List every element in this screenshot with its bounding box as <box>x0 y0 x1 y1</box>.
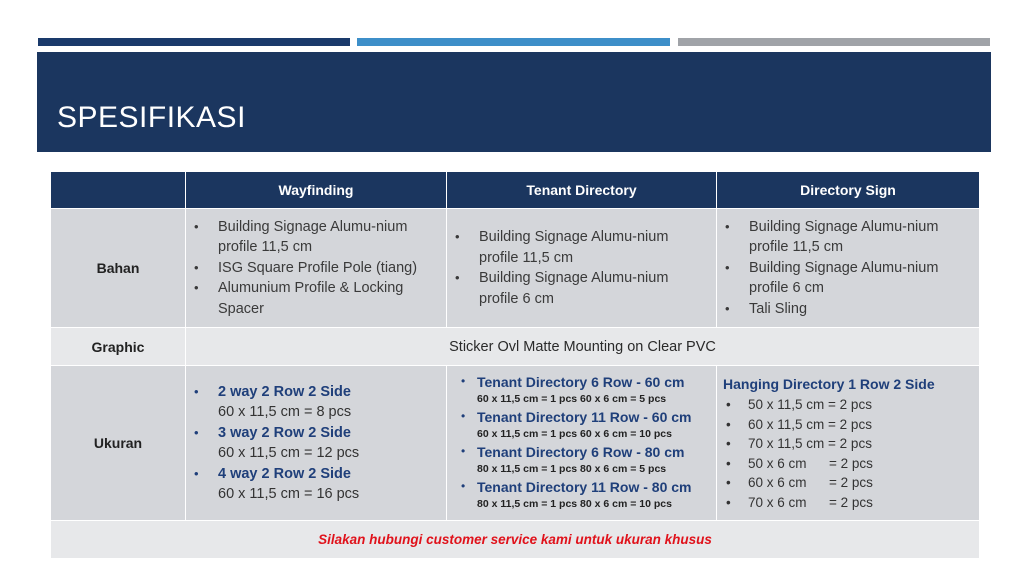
list-item: • Building Signage Alumu-nium profile 11,5 cm <box>749 217 973 258</box>
row-ukuran <box>51 366 980 521</box>
list-item: • 60 x 6 cm = 2 pcs <box>748 473 973 493</box>
size-detail: 60 x 11,5 cm = 12 pcs <box>218 445 360 461</box>
bahan-wayfinding-list <box>186 217 446 320</box>
header-tenant-directory: Tenant Directory <box>447 172 717 209</box>
size-detail: 60 x 11,5 cm = 16 pcs <box>218 486 360 502</box>
accent-stripe-gray <box>678 38 990 46</box>
list-item: • Building Signage Alumu-nium profile 6 cm <box>479 268 710 309</box>
list-item: • 50 x 11,5 cm = 2 pcs <box>748 395 973 415</box>
hanging-directory-title: Hanging Directory 1 Row 2 Side <box>723 376 935 392</box>
row-bahan <box>51 209 980 328</box>
row-label-graphic: Graphic <box>51 328 186 366</box>
ukuran-directory-sign-cell <box>717 366 980 521</box>
list-item <box>477 478 712 513</box>
ukuran-tenant-directory-list <box>447 373 716 513</box>
hanging-directory-list <box>717 395 979 512</box>
row-label-bahan: Bahan <box>51 209 186 328</box>
list-item: • 70 x 11,5 cm = 2 pcs <box>748 434 973 454</box>
row-graphic <box>51 328 980 366</box>
size-title: • Tenant Directory 6 Row - 80 cm <box>477 444 685 460</box>
bahan-directory-sign-cell <box>717 209 980 328</box>
header-directory-sign: Directory Sign <box>717 172 980 209</box>
list-item: • 50 x 6 cm = 2 pcs <box>748 454 973 474</box>
list-item: • Tali Sling <box>749 299 973 320</box>
custom-size-note: Silakan hubungi customer service kami untuk ukuran khusus <box>51 521 980 559</box>
header-wayfinding: Wayfinding <box>186 172 447 209</box>
spec-table <box>50 171 980 559</box>
graphic-value: Sticker Ovl Matte Mounting on Clear PVC <box>186 328 980 366</box>
size-title: • 3 way 2 Row 2 Side <box>218 424 351 441</box>
ukuran-wayfinding-list <box>186 382 446 505</box>
list-item <box>477 408 712 443</box>
list-item: • Building Signage Alumu-nium profile 6 cm <box>749 258 973 299</box>
list-item <box>218 423 440 464</box>
ukuran-wayfinding-cell <box>186 366 447 521</box>
size-title: • Tenant Directory 6 Row - 60 cm <box>477 374 685 390</box>
list-item <box>218 382 440 423</box>
list-item: • 60 x 11,5 cm = 2 pcs <box>748 415 973 435</box>
list-item: • Alumunium Profile & Locking Spacer <box>218 278 440 319</box>
bahan-tenant-directory-cell <box>447 209 717 328</box>
table-header-row <box>51 172 980 209</box>
size-detail: 60 x 11,5 cm = 1 pcs 60 x 6 cm = 10 pcs <box>477 428 672 440</box>
size-title: • Tenant Directory 11 Row - 60 cm <box>477 409 692 425</box>
size-detail: 60 x 11,5 cm = 8 pcs <box>218 404 352 420</box>
ukuran-tenant-directory-cell <box>447 366 717 521</box>
row-label-ukuran: Ukuran <box>51 366 186 521</box>
list-item: • Building Signage Alumu-nium profile 11,5 cm <box>479 227 710 268</box>
bahan-directory-sign-list <box>717 217 979 320</box>
bahan-tenant-directory-list <box>447 227 716 309</box>
size-title: • 2 way 2 Row 2 Side <box>218 383 351 400</box>
size-detail: 80 x 11,5 cm = 1 pcs 80 x 6 cm = 5 pcs <box>477 463 667 475</box>
list-item: • ISG Square Profile Pole (tiang) <box>218 258 440 279</box>
title-banner <box>37 52 991 152</box>
size-title: • 4 way 2 Row 2 Side <box>218 465 351 482</box>
accent-stripe-blue <box>357 38 670 46</box>
list-item: • 70 x 6 cm = 2 pcs <box>748 493 973 513</box>
size-title: • Tenant Directory 11 Row - 80 cm <box>477 479 692 495</box>
accent-stripe-dark <box>38 38 350 46</box>
header-empty <box>51 172 186 209</box>
list-item <box>477 443 712 478</box>
row-note <box>51 521 980 559</box>
list-item <box>477 373 712 408</box>
list-item <box>218 464 440 505</box>
size-detail: 60 x 11,5 cm = 1 pcs 60 x 6 cm = 5 pcs <box>477 393 667 405</box>
size-detail: 80 x 11,5 cm = 1 pcs 80 x 6 cm = 10 pcs <box>477 498 672 510</box>
list-item: • Building Signage Alumu-nium profile 11,5 cm <box>218 217 440 258</box>
bahan-wayfinding-cell <box>186 209 447 328</box>
page-title: SPESIFIKASI <box>57 101 246 134</box>
